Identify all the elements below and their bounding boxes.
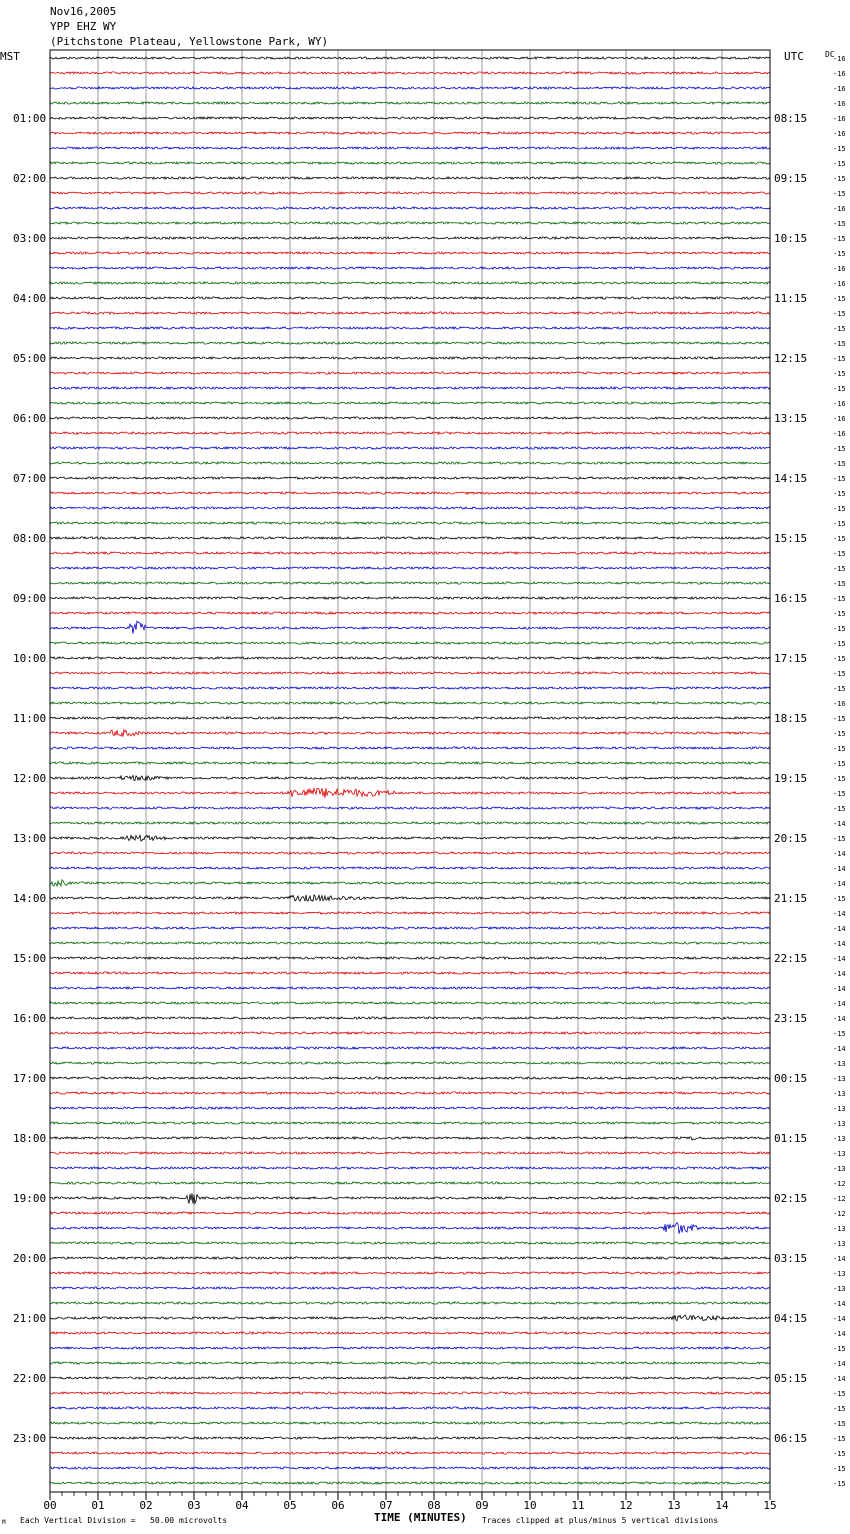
trace-line bbox=[50, 582, 770, 584]
dc-offset-label: -14 bbox=[833, 1360, 846, 1368]
trace-line bbox=[50, 597, 770, 599]
x-tick-label: 02 bbox=[139, 1499, 153, 1512]
trace-line bbox=[50, 852, 770, 854]
right-time-label: 15:15 bbox=[774, 532, 808, 545]
trace-line bbox=[50, 1107, 770, 1109]
dc-offset-label: -15 bbox=[833, 550, 846, 558]
left-time-label: 16:00 bbox=[13, 1012, 47, 1025]
right-time-label: 11:15 bbox=[774, 292, 808, 305]
dc-offset-label: -12 bbox=[833, 1210, 846, 1218]
x-axis-title: TIME (MINUTES) bbox=[374, 1511, 467, 1524]
left-time-label: 11:00 bbox=[13, 712, 47, 725]
right-time-label: 22:15 bbox=[774, 952, 808, 965]
left-time-label: 22:00 bbox=[13, 1372, 47, 1385]
trace-line bbox=[50, 621, 770, 634]
dc-offset-label: -15 bbox=[833, 445, 846, 453]
trace-line bbox=[50, 477, 770, 479]
left-time-label: 06:00 bbox=[13, 412, 47, 425]
dc-offset-label: -15 bbox=[833, 505, 846, 513]
dc-offset-label: -15 bbox=[833, 565, 846, 573]
trace-line bbox=[50, 1223, 770, 1234]
dc-offset-label: -15 bbox=[833, 520, 846, 528]
dc-offset-label: -14 bbox=[833, 1300, 846, 1308]
left-time-label: 09:00 bbox=[13, 592, 47, 605]
x-tick-label: 08 bbox=[427, 1499, 441, 1512]
right-time-label: 09:15 bbox=[774, 172, 808, 185]
right-time-label: 21:15 bbox=[774, 892, 808, 905]
trace-line bbox=[50, 657, 770, 659]
x-tick-label: 07 bbox=[379, 1499, 393, 1512]
trace-line bbox=[50, 957, 770, 959]
right-time-label: 08:15 bbox=[774, 112, 808, 125]
dc-offset-label: -15 bbox=[833, 1465, 846, 1473]
dc-offset-label: -15 bbox=[833, 775, 846, 783]
left-axis-label: MST bbox=[0, 50, 20, 63]
dc-offset-label: -15 bbox=[833, 670, 846, 678]
trace-line bbox=[50, 1392, 770, 1394]
dc-offset-label: -16 bbox=[833, 430, 846, 438]
footer-right-note: Traces clipped at plus/minus 5 vertical divisions bbox=[482, 1516, 719, 1525]
trace-line bbox=[50, 177, 770, 179]
trace-line bbox=[50, 312, 770, 314]
left-time-label: 10:00 bbox=[13, 652, 47, 665]
dc-offset-label: -16 bbox=[833, 280, 846, 288]
dc-offset-label: -15 bbox=[833, 640, 846, 648]
trace-line bbox=[50, 702, 770, 704]
trace-line bbox=[50, 1347, 770, 1349]
dc-offset-label: -16 bbox=[833, 400, 846, 408]
trace-line bbox=[50, 552, 770, 554]
trace-line bbox=[50, 267, 770, 269]
dc-offset-label: -16 bbox=[833, 130, 846, 138]
trace-line bbox=[50, 147, 770, 149]
dc-offset-label: -14 bbox=[833, 910, 846, 918]
dc-offset-label: -14 bbox=[833, 880, 846, 888]
trace-line bbox=[50, 132, 770, 134]
dc-offset-label: -15 bbox=[833, 220, 846, 228]
trace-line bbox=[50, 117, 770, 119]
trace-line bbox=[50, 162, 770, 164]
right-time-label: 14:15 bbox=[774, 472, 808, 485]
trace-line bbox=[50, 387, 770, 389]
dc-offset-label: -15 bbox=[833, 370, 846, 378]
right-time-label: 20:15 bbox=[774, 832, 808, 845]
x-tick-label: 11 bbox=[571, 1499, 585, 1512]
trace-line bbox=[50, 1257, 770, 1259]
dc-offset-label: -14 bbox=[833, 1000, 846, 1008]
trace-line bbox=[50, 880, 770, 886]
dc-offset-label: -15 bbox=[833, 250, 846, 258]
x-tick-label: 14 bbox=[715, 1499, 729, 1512]
dc-offset-label: -15 bbox=[833, 610, 846, 618]
trace-line bbox=[50, 762, 770, 764]
time-gridlines bbox=[98, 50, 722, 1492]
header-date: Nov16,2005 bbox=[50, 5, 117, 18]
dc-offset-label: -13 bbox=[833, 1075, 846, 1083]
left-time-label: 20:00 bbox=[13, 1252, 47, 1265]
trace-line bbox=[50, 462, 770, 464]
trace-line bbox=[50, 895, 770, 901]
dc-offset-label: -15 bbox=[833, 1435, 846, 1443]
trace-line bbox=[50, 192, 770, 194]
x-tick-label: 12 bbox=[619, 1499, 633, 1512]
left-time-label: 21:00 bbox=[13, 1312, 47, 1325]
trace-line bbox=[50, 807, 770, 809]
dc-offset-label: -15 bbox=[833, 475, 846, 483]
dc-offset-label: -14 bbox=[833, 820, 846, 828]
trace-line bbox=[50, 207, 770, 209]
dc-offset-label: -12 bbox=[833, 1180, 846, 1188]
trace-line bbox=[50, 357, 770, 359]
trace-line bbox=[50, 417, 770, 419]
dc-offset-label: -14 bbox=[833, 955, 846, 963]
dc-offset-label: -15 bbox=[833, 175, 846, 183]
trace-line bbox=[50, 282, 770, 284]
x-tick-label: 03 bbox=[187, 1499, 201, 1512]
dc-offset-label: -15 bbox=[833, 895, 846, 903]
trace-line bbox=[50, 867, 770, 869]
dc-offset-label: -15 bbox=[833, 490, 846, 498]
left-time-label: 02:00 bbox=[13, 172, 47, 185]
dc-offset-label: -12 bbox=[833, 1195, 846, 1203]
dc-offset-label: -15 bbox=[833, 685, 846, 693]
trace-line bbox=[50, 222, 770, 224]
dc-offset-label: -15 bbox=[833, 835, 846, 843]
trace-line bbox=[50, 237, 770, 239]
dc-offset-label: -15 bbox=[833, 1450, 846, 1458]
trace-line bbox=[50, 447, 770, 449]
trace-line bbox=[50, 1062, 770, 1064]
dc-offset-label: -14 bbox=[833, 1330, 846, 1338]
dc-offset-label: -13 bbox=[833, 1165, 846, 1173]
trace-line bbox=[50, 252, 770, 254]
x-tick-label: 06 bbox=[331, 1499, 345, 1512]
trace-line bbox=[50, 987, 770, 989]
trace-line bbox=[50, 57, 770, 59]
right-time-label: 23:15 bbox=[774, 1012, 808, 1025]
trace-line bbox=[50, 1077, 770, 1079]
left-time-label: 08:00 bbox=[13, 532, 47, 545]
trace-line bbox=[50, 1137, 770, 1140]
trace-line bbox=[50, 402, 770, 404]
trace-line bbox=[50, 672, 770, 674]
x-tick-label: 04 bbox=[235, 1499, 249, 1512]
dc-offset-label: -14 bbox=[833, 925, 846, 933]
dc-offset-label: -15 bbox=[833, 1345, 846, 1353]
left-time-label: 15:00 bbox=[13, 952, 47, 965]
x-tick-label: 10 bbox=[523, 1499, 537, 1512]
trace-line bbox=[50, 1092, 770, 1094]
left-time-label: 19:00 bbox=[13, 1192, 47, 1205]
trace-line bbox=[50, 372, 770, 374]
dc-offset-label: -14 bbox=[833, 1045, 846, 1053]
dc-offset-label: -15 bbox=[833, 1480, 846, 1488]
right-time-label: 04:15 bbox=[774, 1312, 808, 1325]
x-tick-label: 01 bbox=[91, 1499, 105, 1512]
trace-line bbox=[50, 492, 770, 494]
dc-offset-label: -14 bbox=[833, 940, 846, 948]
trace-line bbox=[50, 102, 770, 104]
trace-line bbox=[50, 687, 770, 689]
left-time-label: 04:00 bbox=[13, 292, 47, 305]
trace-line bbox=[50, 342, 770, 344]
x-tick-label: 05 bbox=[283, 1499, 297, 1512]
trace-line bbox=[50, 822, 770, 824]
left-time-label: 01:00 bbox=[13, 112, 47, 125]
trace-line bbox=[50, 927, 770, 929]
dc-label: DC bbox=[825, 50, 835, 59]
dc-offset-label: -14 bbox=[833, 850, 846, 858]
trace-line bbox=[50, 1422, 770, 1424]
left-time-label: 07:00 bbox=[13, 472, 47, 485]
dc-offset-label: -15 bbox=[833, 160, 846, 168]
seismic-traces bbox=[50, 57, 770, 1484]
trace-line bbox=[50, 1377, 770, 1379]
right-time-label: 13:15 bbox=[774, 412, 808, 425]
trace-line bbox=[50, 1032, 770, 1034]
plot-border bbox=[50, 50, 770, 1492]
trace-line bbox=[50, 1287, 770, 1289]
dc-offset-label: -16 bbox=[833, 205, 846, 213]
dc-offset-label: -13 bbox=[833, 1120, 846, 1128]
trace-line bbox=[50, 776, 770, 781]
right-time-label: 00:15 bbox=[774, 1072, 808, 1085]
trace-line bbox=[50, 1315, 770, 1321]
dc-offset-label: -13 bbox=[833, 1240, 846, 1248]
dc-offset-label: -16 bbox=[833, 100, 846, 108]
right-time-label: 19:15 bbox=[774, 772, 808, 785]
footer-left-note: Each Vertical Division = 50.00 microvolts bbox=[20, 1516, 228, 1525]
dc-offset-label: -16 bbox=[833, 85, 846, 93]
right-axis-label: UTC bbox=[784, 50, 804, 63]
corner-mark: M bbox=[2, 1519, 6, 1526]
dc-offset-label: -15 bbox=[833, 595, 846, 603]
trace-line bbox=[50, 788, 770, 798]
left-time-label: 12:00 bbox=[13, 772, 47, 785]
dc-offset-label: -15 bbox=[833, 745, 846, 753]
dc-offset-label: -15 bbox=[833, 790, 846, 798]
dc-offset-label: -14 bbox=[833, 1315, 846, 1323]
dc-offset-label: -14 bbox=[833, 1015, 846, 1023]
dc-offset-label: -13 bbox=[833, 1270, 846, 1278]
dc-offset-label: -16 bbox=[833, 415, 846, 423]
dc-offset-label: -13 bbox=[833, 1225, 846, 1233]
trace-line bbox=[50, 642, 770, 644]
axis-labels bbox=[13, 55, 846, 1512]
dc-offset-label: -15 bbox=[833, 1390, 846, 1398]
dc-offset-label: -14 bbox=[833, 1255, 846, 1263]
dc-offset-label: -15 bbox=[833, 310, 846, 318]
left-time-label: 17:00 bbox=[13, 1072, 47, 1085]
dc-offset-label: -15 bbox=[833, 145, 846, 153]
right-time-label: 18:15 bbox=[774, 712, 808, 725]
trace-line bbox=[50, 835, 770, 841]
dc-offset-label: -16 bbox=[833, 115, 846, 123]
x-tick-label: 09 bbox=[475, 1499, 489, 1512]
dc-offset-label: -15 bbox=[833, 805, 846, 813]
right-time-label: 01:15 bbox=[774, 1132, 808, 1145]
x-tick-label: 15 bbox=[763, 1499, 777, 1512]
right-time-label: 03:15 bbox=[774, 1252, 808, 1265]
trace-line bbox=[50, 537, 770, 539]
trace-line bbox=[50, 747, 770, 749]
trace-line bbox=[50, 1452, 770, 1454]
dc-offset-label: -15 bbox=[833, 235, 846, 243]
trace-line bbox=[50, 1182, 770, 1184]
left-time-label: 03:00 bbox=[13, 232, 47, 245]
dc-offset-label: -15 bbox=[833, 580, 846, 588]
trace-line bbox=[50, 1017, 770, 1019]
dc-offset-label: -15 bbox=[833, 535, 846, 543]
x-tick-label: 00 bbox=[43, 1499, 57, 1512]
dc-offset-label: -15 bbox=[833, 295, 846, 303]
trace-line bbox=[50, 1482, 770, 1484]
left-time-label: 23:00 bbox=[13, 1432, 47, 1445]
dc-offset-label: -16 bbox=[833, 700, 846, 708]
trace-line bbox=[50, 297, 770, 299]
dc-offset-label: -13 bbox=[833, 1150, 846, 1158]
trace-line bbox=[50, 717, 770, 719]
dc-offset-label: -14 bbox=[833, 970, 846, 978]
dc-offset-label: -15 bbox=[833, 355, 846, 363]
left-time-label: 05:00 bbox=[13, 352, 47, 365]
trace-line bbox=[50, 507, 770, 509]
trace-line bbox=[50, 972, 770, 974]
trace-line bbox=[50, 1167, 770, 1169]
dc-offset-label: -15 bbox=[833, 385, 846, 393]
trace-line bbox=[50, 522, 770, 524]
trace-line bbox=[50, 1212, 770, 1214]
dc-offset-label: -16 bbox=[833, 265, 846, 273]
trace-line bbox=[50, 1193, 770, 1203]
dc-offset-label: -14 bbox=[833, 985, 846, 993]
trace-line bbox=[50, 1152, 770, 1154]
dc-offset-label: -14 bbox=[833, 865, 846, 873]
trace-line bbox=[50, 432, 770, 434]
x-tick-label: 13 bbox=[667, 1499, 681, 1512]
trace-line bbox=[50, 912, 770, 914]
dc-offset-label: -13 bbox=[833, 1060, 846, 1068]
right-time-label: 16:15 bbox=[774, 592, 808, 605]
trace-line bbox=[50, 1362, 770, 1364]
dc-offset-label: -15 bbox=[833, 1030, 846, 1038]
trace-line bbox=[50, 87, 770, 89]
dc-offset-label: -15 bbox=[833, 460, 846, 468]
dc-offset-label: -15 bbox=[833, 625, 846, 633]
dc-offset-label: -15 bbox=[833, 325, 846, 333]
header-station: YPP EHZ WY bbox=[50, 20, 117, 33]
dc-offset-label: -13 bbox=[833, 1135, 846, 1143]
dc-offset-label: -15 bbox=[833, 730, 846, 738]
left-time-label: 13:00 bbox=[13, 832, 47, 845]
right-time-label: 10:15 bbox=[774, 232, 808, 245]
trace-line bbox=[50, 327, 770, 329]
dc-offset-label: -15 bbox=[833, 340, 846, 348]
dc-offset-label: -16 bbox=[833, 70, 846, 78]
dc-offset-label: -15 bbox=[833, 1405, 846, 1413]
trace-line bbox=[50, 1332, 770, 1334]
right-time-label: 06:15 bbox=[774, 1432, 808, 1445]
right-time-label: 02:15 bbox=[774, 1192, 808, 1205]
dc-offset-label: -16 bbox=[833, 55, 846, 63]
trace-line bbox=[50, 72, 770, 74]
header-location: (Pitchstone Plateau, Yellowstone Park, WY) bbox=[50, 35, 329, 48]
trace-line bbox=[50, 1437, 770, 1439]
trace-line bbox=[50, 1272, 770, 1274]
right-time-label: 17:15 bbox=[774, 652, 808, 665]
dc-offset-label: -13 bbox=[833, 1105, 846, 1113]
trace-line bbox=[50, 1467, 770, 1469]
dc-offset-label: -15 bbox=[833, 655, 846, 663]
left-time-label: 14:00 bbox=[13, 892, 47, 905]
trace-line bbox=[50, 942, 770, 944]
trace-line bbox=[50, 1242, 770, 1244]
trace-line bbox=[50, 1122, 770, 1124]
trace-line bbox=[50, 1407, 770, 1409]
trace-line bbox=[50, 612, 770, 614]
trace-line bbox=[50, 1047, 770, 1049]
dc-offset-label: -15 bbox=[833, 760, 846, 768]
right-time-label: 12:15 bbox=[774, 352, 808, 365]
dc-offset-label: -13 bbox=[833, 1090, 846, 1098]
dc-offset-label: -15 bbox=[833, 715, 846, 723]
dc-offset-label: -15 bbox=[833, 190, 846, 198]
dc-offset-label: -14 bbox=[833, 1375, 846, 1383]
dc-offset-label: -13 bbox=[833, 1285, 846, 1293]
left-time-label: 18:00 bbox=[13, 1132, 47, 1145]
trace-line bbox=[50, 1302, 770, 1304]
trace-line bbox=[50, 567, 770, 569]
trace-line bbox=[50, 730, 770, 737]
trace-line bbox=[50, 1002, 770, 1004]
dc-offset-label: -15 bbox=[833, 1420, 846, 1428]
right-time-label: 05:15 bbox=[774, 1372, 808, 1385]
